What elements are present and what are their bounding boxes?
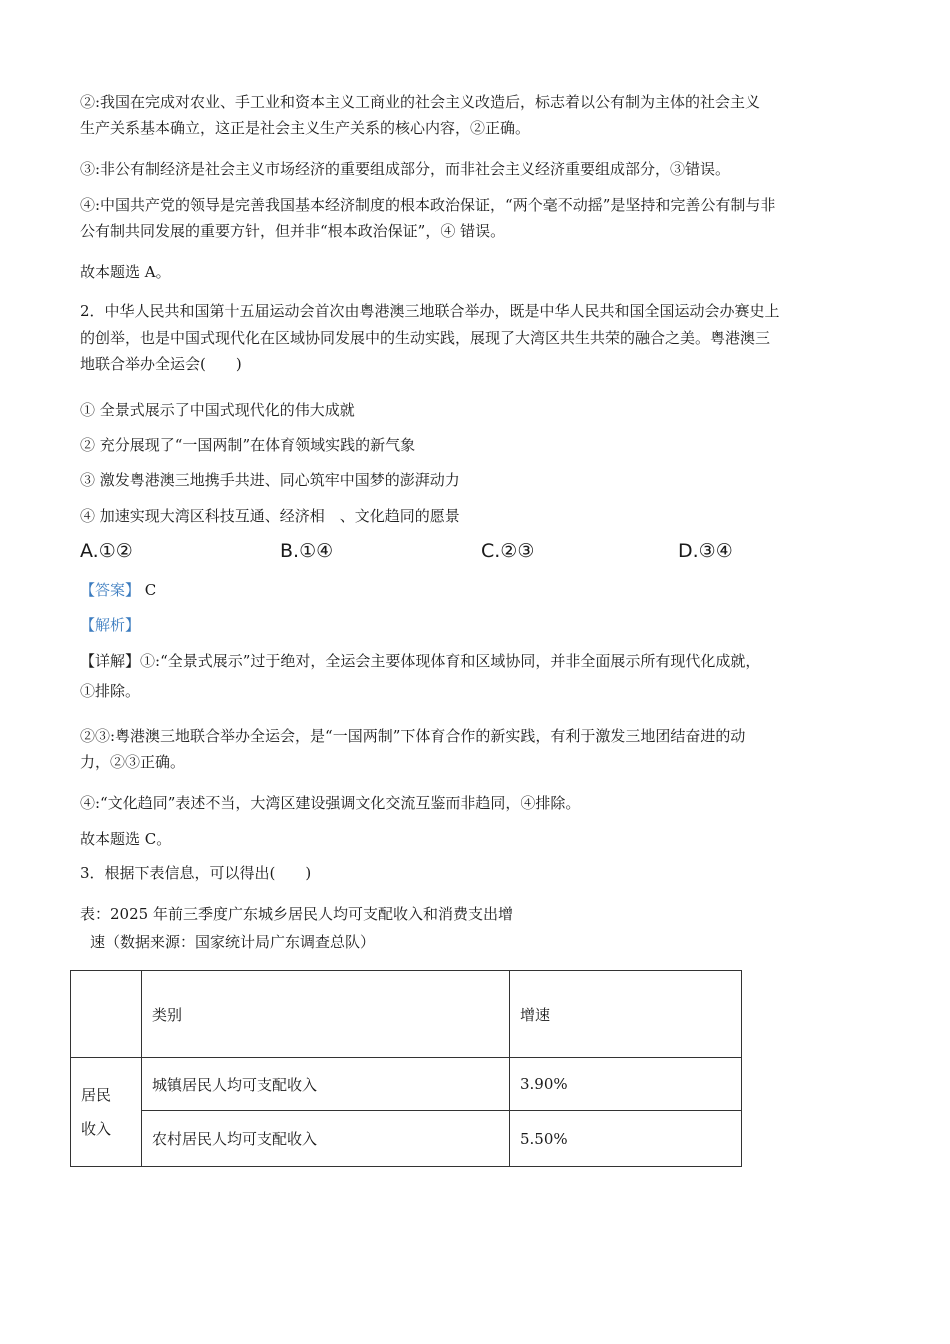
answer-value: C [144,581,157,599]
question-stem: 的创举，也是中国式现代化在区域协同发展中的生动实践，展现了大湾区共生共荣的融合之美。粤港澳三 [80,329,771,347]
paragraph-line: 故本题选 A。 [80,263,171,281]
detail-text: ①:“全景式展示”过于绝对，全运会主要体现体育和区域协同，并非全面展示所有现代化成就， [140,652,761,670]
table-cell: 5.50% [510,1111,742,1167]
question-stem: 2．中华人民共和国第十五届运动会首次由粤港澳三地联合举办，既是中华人民共和国全国运动会办赛史上 [80,302,780,320]
data-table [70,970,742,1167]
answer-options [80,536,880,566]
table-row [71,1111,742,1167]
detail-line: ②③:粤港澳三地联合举办全运会，是“一国两制”下体育合作的新实践，有利于激发三地团结奋进的动 [80,727,746,745]
table-header-row [71,971,742,1058]
question-stem: 3．根据下表信息，可以得出( ) [80,864,312,882]
detail-label: 【详解】 [80,652,141,670]
detail-line: 力，②③正确。 [80,753,186,771]
statement-item: ③ 激发粤港澳三地携手共进、同心筑牢中国梦的澎湃动力 [80,471,460,489]
answer-line [80,577,880,603]
table-cell: 农村居民人均可支配收入 [142,1111,510,1167]
detail-line: ①排除。 [80,682,141,700]
detail-line: ④:“文化趋同”表述不当，大湾区建设强调文化交流互鉴而非趋同，④排除。 [80,794,581,812]
table-header-cell [71,971,142,1058]
group-label-line: 居民 [81,1086,112,1104]
statement-item: ② 充分展现了“一国两制”在体育领域实践的新气象 [80,436,416,454]
group-label-cell [71,1058,142,1167]
option-d: D.③④ [678,540,733,562]
group-label-line: 收入 [81,1120,112,1138]
option-b: B.①④ [280,540,334,562]
table-cell: 3.90% [510,1058,742,1111]
option-a: A.①② [80,540,133,562]
table-row [71,1058,742,1111]
paragraph-line: 生产关系基本确立，这正是社会主义生产关系的核心内容，②正确。 [80,119,531,137]
statement-item: ① 全景式展示了中国式现代化的伟大成就 [80,401,355,419]
statement-item: ④ 加速实现大湾区科技互通、经济相 、文化趋同的愿景 [80,507,460,525]
paragraph-line: 公有制共同发展的重要方针，但并非“根本政治保证”，④ 错误。 [80,222,506,240]
answer-label: 【答案】 [80,581,141,599]
table-header-cell: 类别 [142,971,510,1058]
option-c: C.②③ [481,540,535,562]
detail-line [80,648,880,674]
table-header-cell: 增速 [510,971,742,1058]
table-caption: 速（数据来源：国家统计局广东调查总队） [90,933,376,951]
paragraph-line: ③:非公有制经济是社会主义市场经济的重要组成部分，而非社会主义经济重要组成部分，③错误。 [80,160,731,178]
analysis-label: 【解析】 [80,616,141,634]
paragraph-line: ②:我国在完成对农业、手工业和资本主义工商业的社会主义改造后，标志着以公有制为主体的社会主义 [80,93,761,111]
paragraph-line: ④:中国共产党的领导是完善我国基本经济制度的根本政治保证，“两个毫不动摇”是坚持和完善公有制与非 [80,196,776,214]
table-cell: 城镇居民人均可支配收入 [142,1058,510,1111]
table-caption: 表：2025 年前三季度广东城乡居民人均可支配收入和消费支出增 [80,905,513,923]
question-stem: 地联合举办全运会( ) [80,355,242,373]
conclusion-line: 故本题选 C。 [80,830,172,848]
